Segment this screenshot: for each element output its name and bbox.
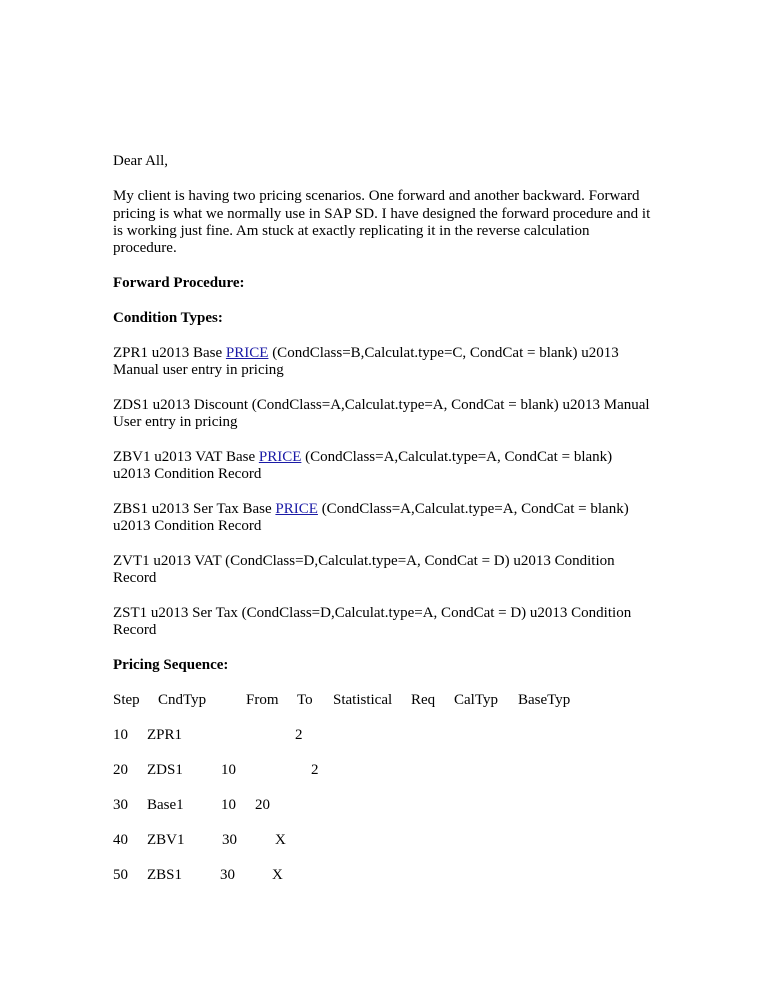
condition-line: ZST1 u2013 Ser Tax (CondClass=D,Calculat.type=A, CondCat = D) u2013 Condition xyxy=(113,605,632,621)
intro-line: is working just fine. Am stuck at exactly replicating it in the reverse calculation xyxy=(113,223,590,239)
condition-text: (CondClass=B,Calculat.type=C, CondCat = blank) u2013 xyxy=(268,345,619,361)
condition-line: u2013 Condition Record xyxy=(113,466,262,482)
header-statistical: Statistical xyxy=(333,692,393,708)
header-to: To xyxy=(297,692,313,708)
condition-line: ZDS1 u2013 Discount (CondClass=A,Calculat.type=A, CondCat = blank) u2013 Manual xyxy=(113,397,650,413)
row-from: 30 xyxy=(222,832,237,848)
row-from: 10 xyxy=(221,762,236,778)
condition-text: ZBS1 u2013 Ser Tax Base xyxy=(113,501,276,517)
row-step: 30 xyxy=(113,797,128,813)
intro-line: procedure. xyxy=(113,240,177,256)
condition-line: u2013 Condition Record xyxy=(113,518,262,534)
row-from: 30 xyxy=(220,867,235,883)
condition-text: (CondClass=A,Calculat.type=A, CondCat = blank) xyxy=(317,501,629,517)
condition-line: User entry in pricing xyxy=(113,414,238,430)
price-link[interactable]: PRICE xyxy=(225,345,269,361)
price-link[interactable]: PRICE xyxy=(275,501,318,517)
row-statistical: X xyxy=(275,832,286,848)
condition-line: Record xyxy=(113,622,157,638)
row-to: 20 xyxy=(255,797,270,813)
row-cndtyp: Base1 xyxy=(147,797,184,813)
condition-line xyxy=(113,344,619,362)
condition-text: ZPR1 u2013 Base xyxy=(113,345,226,361)
row-step: 40 xyxy=(113,832,128,848)
row-cndtyp: ZDS1 xyxy=(147,762,183,778)
condition-line: ZVT1 u2013 VAT (CondClass=D,Calculat.type=A, CondCat = D) u2013 Condition xyxy=(113,553,615,569)
row-step: 50 xyxy=(113,867,128,883)
row-cndtyp: ZBS1 xyxy=(147,867,183,883)
row-from: 10 xyxy=(221,797,236,813)
price-link[interactable]: PRICE xyxy=(258,449,302,465)
condition-text: ZBV1 u2013 VAT Base xyxy=(113,449,259,465)
intro-line: My client is having two pricing scenarios. One forward and another backward. Forward xyxy=(113,188,640,204)
header-from: From xyxy=(246,692,279,708)
row-step: 20 xyxy=(113,762,128,778)
row-cndtyp: ZBV1 xyxy=(147,832,185,848)
intro-line: pricing is what we normally use in SAP SD. I have designed the forward procedure and it xyxy=(113,206,651,222)
condition-line xyxy=(113,448,612,466)
condition-line: Manual user entry in pricing xyxy=(113,362,284,378)
row-req: 2 xyxy=(311,762,319,778)
header-req: Req xyxy=(411,692,436,708)
forward-procedure-heading: Forward Procedure: xyxy=(113,275,245,291)
row-req: 2 xyxy=(295,727,303,743)
greeting: Dear All, xyxy=(113,153,168,169)
header-step: Step xyxy=(113,692,140,708)
condition-line: Record xyxy=(113,570,157,586)
header-cndtyp: CndTyp xyxy=(158,692,207,708)
condition-types-heading: Condition Types: xyxy=(113,310,223,326)
condition-text: (CondClass=A,Calculat.type=A, CondCat = blank) xyxy=(301,449,613,465)
row-statistical: X xyxy=(272,867,283,883)
row-step: 10 xyxy=(113,727,128,743)
row-cndtyp: ZPR1 xyxy=(147,727,183,743)
pricing-sequence-heading: Pricing Sequence: xyxy=(113,657,229,673)
header-caltyp: CalTyp xyxy=(454,692,498,708)
condition-line xyxy=(113,500,629,518)
header-basetyp: BaseTyp xyxy=(518,692,571,708)
